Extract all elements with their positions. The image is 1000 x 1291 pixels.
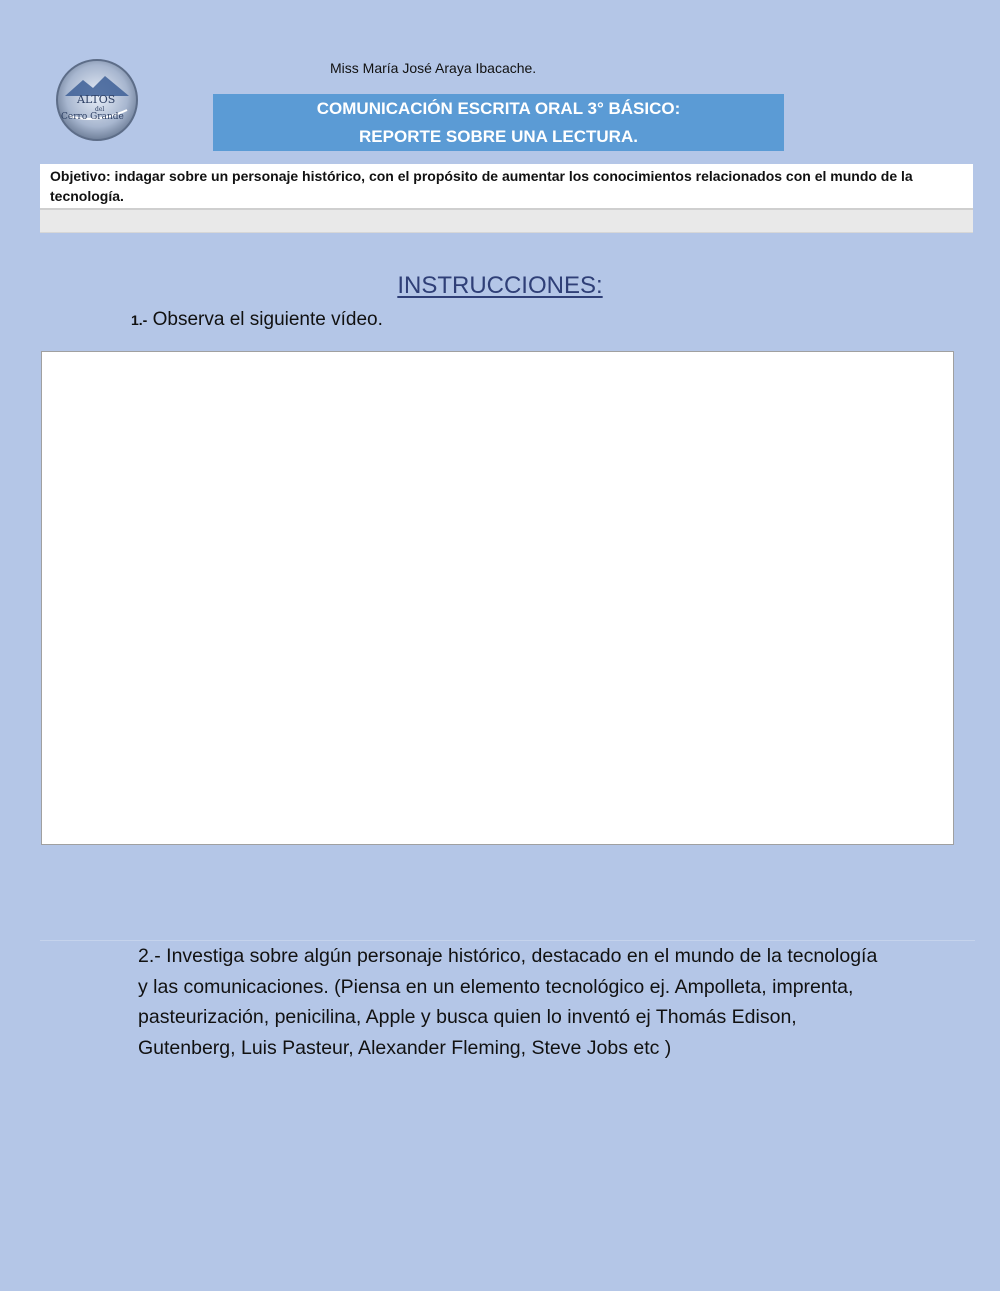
- logo-word-del: del: [95, 106, 105, 113]
- step-1: [131, 309, 383, 331]
- video-frame[interactable]: [41, 351, 954, 845]
- logo-word-altos: ALTOS: [77, 93, 116, 106]
- logo-word-cerro-grande: Cerro Grande: [61, 112, 124, 122]
- step-1-text: Observa el siguiente vídeo.: [147, 309, 383, 330]
- objective-gray-strip: [40, 210, 973, 233]
- title-banner: [213, 94, 784, 151]
- instructions-heading: INSTRUCCIONES:: [397, 272, 603, 299]
- teacher-name: Miss María José Araya Ibacache.: [330, 60, 537, 76]
- title-line-2: REPORTE SOBRE UNA LECTURA.: [359, 127, 638, 146]
- title-line-1: COMUNICACIÓN ESCRITA ORAL 3° BÁSICO:: [316, 99, 681, 118]
- school-logo-icon: [55, 58, 139, 142]
- step-2-text: 2.- Investiga sobre algún personaje histórico, destacado en el mundo de la tecnología y las comunicaciones. (Piensa en un elemento tecnológico ej. Ampolleta, imprenta, pasteurización, penicilina, Apple y busca quien lo inventó ej Thomás Edison, Gutenberg, Luis Pasteur, Alexander Fleming, Steve Jobs etc ): [138, 945, 878, 1059]
- step-1-number: 1.-: [131, 312, 148, 328]
- objective-box: Objetivo: indagar sobre un personaje histórico, con el propósito de aumentar los conocimientos relacionados con el mundo de la tecnología.: [40, 164, 973, 210]
